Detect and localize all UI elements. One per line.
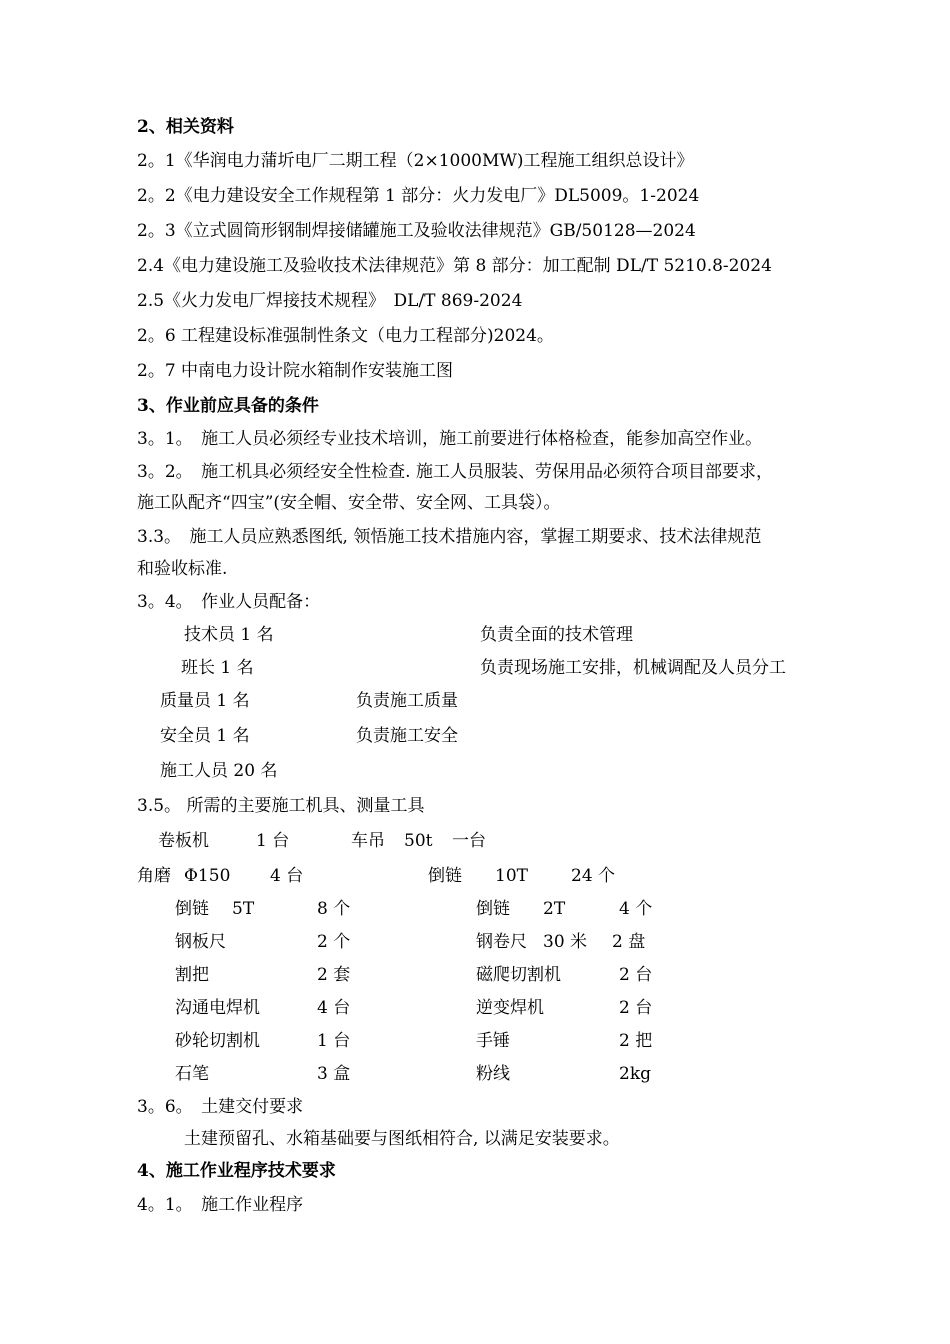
tool-qty: 4 台 bbox=[317, 998, 351, 1018]
paragraph-3-1: 3。1。 施工人员必须经专业技术培训，施工前要进行体格检查，能参加高空作业。 bbox=[137, 429, 763, 449]
paragraph-3-3-line2: 和验收标准. bbox=[137, 559, 228, 579]
section-4-heading: 4、施工作业程序技术要求 bbox=[137, 1161, 336, 1181]
tool-qty: 2 台 bbox=[619, 998, 653, 1018]
paragraph-3-4: 3。4。 作业人员配备： bbox=[137, 592, 321, 612]
paragraph-3-2-line2: 施工队配齐“四宝”(安全帽、安全带、安全网、工具袋）。 bbox=[137, 493, 561, 513]
staff-role: 安全员 1 名 bbox=[160, 726, 250, 746]
staff-role: 施工人员 20 名 bbox=[160, 761, 278, 781]
paragraph-3-3-line1: 3.3。 施工人员应熟悉图纸, 领悟施工技术措施内容，掌握工期要求、技术法律规范 bbox=[137, 527, 762, 547]
tool-name: 钢板尺 bbox=[175, 932, 226, 952]
section-2-heading: 2、相关资料 bbox=[137, 117, 234, 137]
tool-qty: 1 台 bbox=[317, 1031, 351, 1051]
staff-duty: 负责全面的技术管理 bbox=[480, 625, 633, 645]
staff-duty: 负责现场施工安排，机械调配及人员分工 bbox=[480, 658, 786, 678]
tool-name: 砂轮切割机 bbox=[175, 1031, 260, 1051]
tool-qty: 2 盘 bbox=[612, 932, 646, 952]
tool-name: 角磨 bbox=[137, 866, 171, 886]
reference-item: 2。7 中南电力设计院水箱制作安装施工图 bbox=[137, 361, 454, 381]
tool-qty: 2 把 bbox=[619, 1031, 653, 1051]
tool-name: 粉线 bbox=[476, 1064, 510, 1084]
tool-name: 卷板机 bbox=[158, 831, 209, 851]
tool-spec: Φ150 bbox=[184, 866, 231, 886]
tool-qty: 一台 bbox=[452, 831, 486, 851]
tool-spec: 30 米 bbox=[543, 932, 588, 952]
tool-name: 逆变焊机 bbox=[476, 998, 544, 1018]
tool-name: 车吊 bbox=[351, 831, 385, 851]
tool-spec: 50t bbox=[404, 831, 433, 851]
staff-role: 班长 1 名 bbox=[181, 658, 254, 678]
tool-name: 磁爬切割机 bbox=[476, 965, 561, 985]
tool-spec: 10T bbox=[495, 866, 528, 886]
reference-item: 2.4《电力建设施工及验收技术法律规范》第 8 部分：加工配制 DL/T 5210.8-2024 bbox=[137, 256, 772, 276]
staff-duty: 负责施工安全 bbox=[356, 726, 458, 746]
tool-name: 倒链 bbox=[476, 899, 510, 919]
tool-qty: 3 盒 bbox=[317, 1064, 351, 1084]
reference-item: 2。1《华润电力蒲圻电厂二期工程（2×1000MW)工程施工组织总设计》 bbox=[137, 151, 694, 171]
staff-duty: 负责施工质量 bbox=[356, 691, 458, 711]
tool-name: 割把 bbox=[175, 965, 209, 985]
staff-role: 质量员 1 名 bbox=[160, 691, 250, 711]
reference-item: 2.5《火力发电厂焊接技术规程》 DL/T 869-2024 bbox=[137, 291, 523, 311]
reference-item: 2。6 工程建设标准强制性条文（电力工程部分)2024。 bbox=[137, 326, 554, 346]
tool-spec: 2T bbox=[543, 899, 566, 919]
tool-qty: 24 个 bbox=[571, 866, 616, 886]
tool-qty: 2 个 bbox=[317, 932, 351, 952]
tool-name: 钢卷尺 bbox=[476, 932, 527, 952]
tool-qty: 4 个 bbox=[619, 899, 653, 919]
tool-qty: 2 套 bbox=[317, 965, 351, 985]
paragraph-3-6: 3。6。 土建交付要求 bbox=[137, 1097, 304, 1117]
reference-item: 2。2《电力建设安全工作规程第 1 部分：火力发电厂》DL5009。1-2024 bbox=[137, 186, 700, 206]
paragraph-3-2-line1: 3。2。 施工机具必须经安全性检查. 施工人员服装、劳保用品必须符合项目部要求， bbox=[137, 462, 773, 482]
paragraph-3-5: 3.5。 所需的主要施工机具、测量工具 bbox=[137, 796, 425, 816]
paragraph-3-6-body: 土建预留孔、水箱基础要与图纸相符合, 以满足安装要求。 bbox=[184, 1129, 620, 1149]
tool-qty: 4 台 bbox=[270, 866, 304, 886]
staff-role: 技术员 1 名 bbox=[184, 625, 274, 645]
tool-name: 沟通电焊机 bbox=[175, 998, 260, 1018]
tool-qty: 8 个 bbox=[317, 899, 351, 919]
tool-name: 倒链 bbox=[175, 899, 209, 919]
tool-name: 石笔 bbox=[175, 1064, 209, 1084]
tool-qty: 1 台 bbox=[256, 831, 290, 851]
section-3-heading: 3、作业前应具备的条件 bbox=[137, 396, 319, 416]
paragraph-4-1: 4。1。 施工作业程序 bbox=[137, 1195, 304, 1215]
reference-item: 2。3《立式圆筒形钢制焊接储罐施工及验收法律规范》GB/50128—2024 bbox=[137, 221, 696, 241]
tool-qty: 2 台 bbox=[619, 965, 653, 985]
tool-spec: 5T bbox=[232, 899, 255, 919]
tool-name: 倒链 bbox=[428, 866, 462, 886]
tool-name: 手锤 bbox=[476, 1031, 510, 1051]
tool-qty: 2kg bbox=[619, 1064, 651, 1084]
